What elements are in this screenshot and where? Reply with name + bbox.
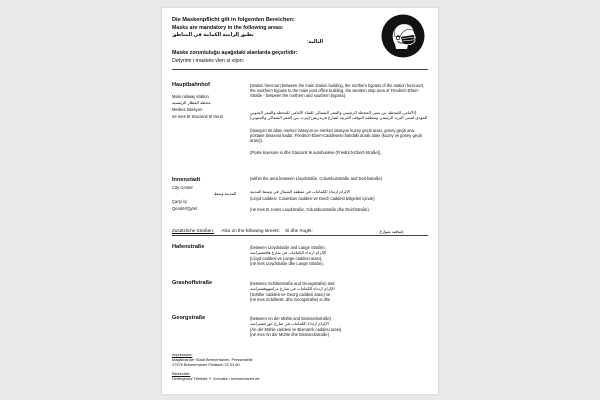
innenstadt-tr: Çarşı içi	[172, 199, 188, 204]
street-desc-en: (between Schillerstraße and Georgstraße) and	[250, 281, 335, 286]
innenstadt-desc-ar: الإلزام ارتداء الكمامات في منطقة الشمال في وسط المدينة	[250, 189, 350, 194]
innenstadt-en: City Center	[172, 185, 193, 190]
bildrechte-text: Hintergrund Titelbild: F. Schultke / bremerhaven.de	[172, 376, 260, 381]
street-desc-ar: الإلزام ارتداء الكمامات في شارع جورجشتراسه	[250, 321, 329, 326]
streets-header-ar: إضافية شوارع :	[377, 229, 404, 234]
hauptbahnhof-tr: Merkez İstasyon	[172, 107, 203, 112]
innenstadt-ar: المدينة وسط	[214, 191, 237, 196]
street-desc-sq: (në mes Lloydstraße dhe Lange Straße),	[250, 261, 324, 266]
street-name: Grashoffstraße	[172, 280, 213, 286]
street-desc-en: (between An der Mühle and Bismarckstraße).	[250, 316, 333, 321]
streets-header-en: Also on the following streets:	[221, 228, 280, 233]
street-desc-ar: الإلزام ارتداء الكمامات في شارع غراسهوفشتراسه	[250, 286, 335, 291]
hauptbahnhof-sq: në mes të Stacionit të trenit	[172, 114, 223, 119]
impressum-label: Impressum:	[172, 352, 193, 357]
innenstadt-desc-sq: (në mes të zonës Lloydstraße, Columbusstraße dhe Deichstraße).	[250, 207, 370, 212]
section-innenstadt-title: Innenstadt	[172, 177, 201, 183]
innenstadt-sq: Qendër/Qytet	[172, 206, 198, 211]
title-turkish: Maske zorunluluğu aşağıdaki alanlarda geçerlidir:	[172, 50, 298, 56]
streets-header-sq: Si dhe rrugët:	[285, 228, 313, 233]
hauptbahnhof-en: Main railway station	[172, 94, 209, 99]
street-desc-tr: (An der Mühle caddesi ve Bismarck caddesi arası).	[250, 327, 343, 332]
street-name: Georgstraße	[172, 315, 206, 321]
bildrechte-label: Bildrechte:	[172, 371, 191, 376]
hauptbahnhof-desc-en: (station forecourt between the main station building, the northern bypass of the station forecourt, the southern bypass to the main post office building, the western stop area of Friedrich-Ebert-Straße - between the northern and southern bypass).	[250, 83, 425, 99]
innenstadt-desc-tr: (Lloyd caddesi, Columbus caddesi ve Deich caddesi bölgeleri içinde)	[250, 196, 375, 201]
hauptbahnhof-desc-ar: (الأمامي للمحطة بين مبنى المحطة الرئيسي والممر الشمالي للفناء الأمامي للمحطة والممر الجنوبي المؤدي لمبنى البريد الرئيسي ومنطقة التوقف الغربية لشارع فريدريش-إيبرت بين الممر الشمالي والجنوبي)	[250, 110, 428, 121]
hauptbahnhof-ar: محطة القطار الرئيسية	[172, 100, 211, 105]
street-desc-ar: الإلزام ارتداء الكمامات في شارع هافنشتراسه	[250, 250, 327, 255]
hauptbahnhof-desc-sq: (Poste kryesore si dhe Stacionit të autobusëve (Friedrich-Ebert-Straße)).	[250, 150, 382, 155]
street-desc-tr: (Lloyd caddesi ve Lange caddesi arası),	[250, 256, 323, 261]
streets-divider	[172, 235, 428, 236]
innenstadt-desc-en: (within the area between Lloydstraße, Columbusstraße and Deichstraße)	[250, 176, 382, 181]
section-hauptbahnhof-title: Hauptbahnhof	[172, 82, 210, 88]
streets-header	[172, 228, 313, 233]
streets-header-de: Zusätzliche Straßen:	[172, 228, 215, 233]
impressum-line2: 27576 Bremerhaven Postfach 21 03 60	[172, 362, 240, 367]
street-name: Hafenstraße	[172, 244, 205, 250]
title-english: Masks are mandatory in the following areas:	[172, 25, 284, 31]
title-arabic: تطبق إلزامية الكمامة في المناطق	[172, 32, 254, 38]
street-desc-tr: (Schiller caddesi ve Georg caddesi arası) ve	[250, 292, 331, 297]
face-mask-icon	[381, 14, 425, 58]
street-desc-sq: (në mes Schillerstr. dhe Georgstraße) si dhe	[250, 297, 331, 302]
document-page	[162, 8, 438, 394]
impressum-line1: Magistrat der Stadt Bremerhaven, Pressestelle	[172, 357, 253, 362]
title-arabic-2: التالية:	[307, 39, 324, 45]
title-albanian: Detyrimi i maskës vlen si vijon:	[172, 58, 245, 64]
title-german: Die Maskenpflicht gilt in folgenden Bereichen:	[172, 17, 295, 23]
hauptbahnhof-desc-tr: (İstasyon ön alanı merkez istasyon ve merkez istasyon kuzey geçiti arası, güney geçiti ana postane binasına kadar, Friedrich-Ebert-Caddesinin batıdaki durak alanı (kuzey ve güney geçiti arası)).	[250, 128, 423, 144]
street-desc-sq: (në mes An der Mühle dhe Bismarckstraße).	[250, 332, 331, 337]
divider	[172, 69, 428, 70]
street-desc-en: (between Lloydstraße and Lange Straße),	[250, 245, 326, 250]
